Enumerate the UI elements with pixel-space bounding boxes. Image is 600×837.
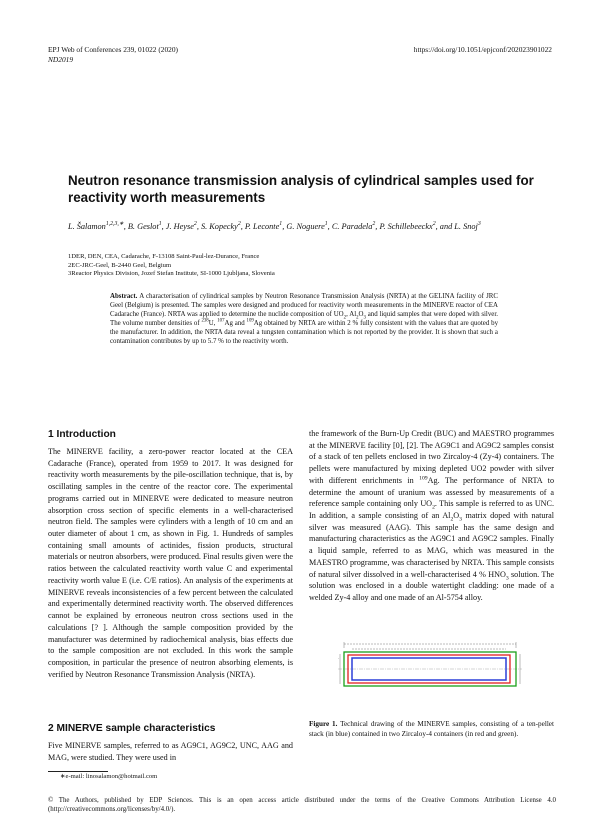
figure-1-caption: [309, 720, 554, 739]
svg-text:·: ·: [338, 657, 340, 661]
section2-text: Five MINERVE samples, referred to as AG9C1, AG9C2, UNC, AAG and MAG, were studied. They were used in: [48, 741, 293, 762]
footnote-email: ∗e-mail: linosalamon@hotmail.com: [60, 773, 158, 780]
introduction-text: The MINERVE facility, a zero-power reactor located at the CEA Cadarache (France), operated from 1959 to 2017. It was designed for reactivity worth measurements by the pile-oscillation technique, that is, by oscillating samples in the centre of the reactor core. The experimental programs carried out in MINERVE were dedicated to measure neutron absorption cross section of specific elements in a well-characterised neutron field. The samples were cylinders with a length of 10 cm and an outer diameter of about 1 cm, as shown in Fig. 1. Hundreds of samples containing small amounts of actinides, fission products, structural materials or neutron absorbers, were produced. Final results given were the ratios between the calculated reactivity worth value C and experimental reactivity worth value E (i.e. C/E ratios). An analysis of the experiments at MINERVE reveals inconsistencies of a few percent between the calculated and experimentally determined reactivity worth. The observed differences cannot be explained by erroneous neutron cross sections used in the calculations [? ]. Although the sample composition provided by the manufacturer was determined by radiochemical analysis, bias effects due to the sample composition are not excluded. In this work the sample composition, in particular the presence of neutron absorbing elements, is verified by Neutron Resonance Transmission Analysis (NRTA).: [48, 447, 293, 679]
right-column-text: the framework of the Burn-Up Credit (BUC) and MAESTRO programmes at the MINERVE facility [0], [2]. The AG9C1 and AG9C2 samples consist of a stack of ten pellets enclosed in two Zircaloy-4 (Zy-4) containers. The pellets were manufactured by mixing depleted UO2 powder with silver with different enrichments in $^{109}$Ag. The performance of NRTA to determine the amount of uranium was assessed by measurements of a reference sample containing only $UO_2$. This sample is referred to as UNC. In addition, a sample consisting of an $Al_2O_3$ matrix doped with natural silver was measured (AAG). This sample has the same design and manufacturing characteristics as the AG9C1 and AG9C2 samples. Finally a liquid sample, referred to as MAG, which was measured in the MAESTRO programme, was characterised by NRTA. This sample consists of natural silver dissolved in a well-characterised 4 % $HNO_3$ solution. The solution was enclosed in a double watertight cladding: one made of a welded Zy-4 alloy and one made of an Al-5754 alloy.: [309, 429, 555, 603]
section-heading-introduction: 1 Introduction: [48, 429, 116, 440]
footnote-rule: [48, 771, 108, 772]
affiliation-1: 1DER, DEN, CEA, Cadarache, F-13108 Saint-Paul-lez-Durance, France: [68, 253, 260, 260]
section-heading-minerve: 2 MINERVE sample characteristics: [48, 723, 216, 734]
affiliation-2: 2EC-JRC-Geel, B-2440 Geel, Belgium: [68, 261, 172, 269]
author-list: L. Šalamon$^{1,2,3,∗}$, B. Geslot$^1$, J. Heyse$^2$, S. Kopecky$^2$, P. Leconte$^1$, G. Noguere$^1$, C. Paradela$^2$, P. Schillebeeckx$^2$, and L. Snoj$^3$: [68, 221, 481, 231]
journal-ref: EPJ Web of Conferences 239, 01022 (2020): [48, 45, 179, 54]
affiliations: [68, 253, 534, 279]
abstract: Abstract. A characterisation of cylindrical samples by Neutron Resonance Transmission Analysis (NRTA) at the GELINA facility of JRC Geel (Belgium) is presented. The samples were designed and produced for reactivity worth measurements in the MINERVE reactor of CEA Cadarache (France). NRTA was applied to determine the nuclide composition of $UO_2$, $Al_2O_3$ and liquid samples that were doped with silver. The volume number densities of $^{238}$U, $^{107}$Ag and $^{109}$Ag obtained by NRTA are within 2 % fully consistent with the values that are quoted by the manufacturer. In addition, the NRTA data reveal a tungsten contamination which is not reported by the provider. It is shown that such a contamination contributes by up to 5.7 % to the reactivity worth.: [110, 293, 499, 346]
license-notice: © The Authors, published by EDP Sciences. This is an open access article distributed under the terms of the Creative Commons Attribution License 4.0 (http://creativecommons.org/licenses/by/4.0/).: [48, 797, 556, 813]
figure-caption-label: Figure 1.: [309, 720, 338, 728]
conference-tag: ND2019: [48, 55, 74, 64]
doi-link[interactable]: https://doi.org/10.1051/epjconf/202023901022: [413, 45, 552, 54]
abstract-label: Abstract.: [110, 293, 138, 300]
figure-caption-text: Technical drawing of the MINERVE samples, consisting of a ten-pellet stack (in blue) contained in two Zircaloy-4 containers (in red and green).: [309, 720, 554, 738]
figure-1-drawing: [338, 640, 523, 690]
paper-title: Neutron resonance transmission analysis of cylindrical samples used for reactivity worth measurements: [68, 173, 534, 205]
affiliation-3: 3Reactor Physics Division, Jozef Stefan Institute, SI-1000 Ljubljana, Slovenia: [68, 270, 275, 278]
